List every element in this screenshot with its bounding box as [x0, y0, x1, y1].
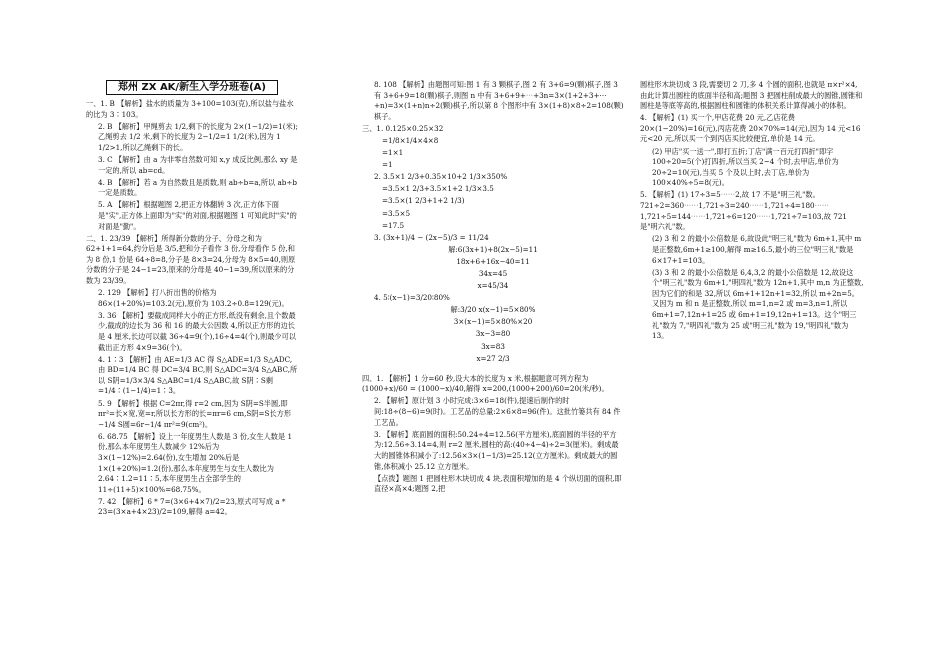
answer-2-3: 3. 36 【解析】要截成同样大小的正方形,纸没有剩余,且个数最少,截成的边长为 36 和 16 的最大公因数 4,所以正方形的边长是 4 厘米,长边可以截 36÷4=9(个),16÷4=4(个),则最少可以截出正方形 4×9=36(个)。 — [98, 310, 296, 352]
equation-4-line-6: x=27 2/3 — [476, 353, 510, 363]
answer-2-1: 二、1. 23/39 【解析】所得新分数的分子、分母之和为 62+1+1=64,约分后是 3/5,把和分子看作 3 份,分母看作 5 份,和为 8 份,1 份是 64÷8=8,分子是 8×3=24,分母为 8×5=40,则原分数的分子是 24−1=23,原来的分母是 40−1=39,所以原来的分数为 23/39。 — [86, 233, 296, 285]
equation-4-line-5: 3x=83 — [481, 341, 505, 351]
answer-4-4-part-1: 4. 【解析】(1) 买一个,甲店花费 20 元,乙店花费 20×(1−20%)=16(元),丙店花费 20×70%=14(元),因为 14 元<16 元<20 元,所以买一个到丙店买比较便宜,单价是 14 元。 — [640, 113, 863, 144]
answer-1-3: 3. C 【解析】由 a 为非零自然数可知 x,y 成反比例,那么 xy 是一定的,所以 ab=cd。 — [98, 154, 298, 175]
calc-1-line-4: =1 — [382, 160, 393, 170]
answer-4-3-tip: 【点拨】题图 1 把圆柱形木块切成 4 块,表面积增加的是 4 个纵切面的面积,即直径×高×4;题图 2,把 — [374, 473, 622, 494]
answer-4-2: 2. 【解析】原计划 3 小时完成:3×6=18(件),提速后制作的时间:18÷(8−6)=9(时)。工艺品的总量:2×6×8=96(件)。这批竹篓共有 84 件工艺品。 — [374, 396, 621, 427]
answer-4-3-tip-cont: 圆柱形木块切成 3 段,需要切 2 刀,多 4 个圆的面积,也就是 π×r²×4,由此计算出圆柱的底面半径和高;题图 3 把圆柱削成最大的圆锥,圆锥和圆柱是等底等高的,根据圆柱和圆锥的体积关系计算得减小的体积。 — [640, 80, 863, 111]
calc-1-line-2: =1/8×1/4×4×8 — [382, 135, 439, 145]
answer-4-5-part-2: (2) 3 和 2 的最小公倍数是 6,故设此"明三礼"数为 6m+1,其中 m 是正整数,6m+1≥100,解得 m≥16.5,最小的三位"明三礼"数是 6×17+1=103。 — [652, 234, 864, 265]
calc-2-line-5: =17.5 — [382, 220, 405, 230]
answer-2-8: 8. 108 【解析】由题图可知:图 1 有 3 颗棋子,图 2 有 3+6=9(颗)棋子,图 3 有 3+6+9=18(颗)棋子,则图 n 中有 3+6+9+⋯+3n=3×(1+2+3+⋯+n)=3×(1+n)n÷2(颗)棋子,所以第 8 个图形中有 3×(1+8)×8÷2=108(颗)棋子。 — [374, 80, 624, 121]
answer-4-5-part-3: (3) 3 和 2 的最小公倍数是 6,4,3,2 的最小公倍数是 12,故设这个"明三礼"数为 6m+1,"明四礼"数为 12n+1,其中 m,n 为正整数,因为它们的和是 32,所以 6m+1+12n+1=32,所以 m+2n=5。又因为 m 和 n 是正整数,所以 m=1,n=2 或 m=3,n=1,所以 6m+1=7,12n+1=25 或 6m+1=19,12n+1=13。这个"明三礼"数为 7,"明四礼"数为 25 或"明三礼"数为 19,"明四礼"数为 13。 — [652, 267, 864, 341]
equation-3-line-1: 3. (3x+1)/4 − (2x−5)/3 = 11/24 — [374, 232, 489, 242]
answer-1-5: 5. A 【解析】根据题图 2,把正方体翻转 3 次,正方体下面是"实",正方体上面即为"实"的对面,根据题图 1 可知此时"实"的对面是"勤"。 — [98, 200, 297, 231]
answer-2-4: 4. 1∶3 【解析】由 AE=1/3 AC 得 S△ADE=1/3 S△ADC,由 BD=1/4 BC 得 DC=3/4 BC,则 S△ADC=3/4 S△ABC,所以 S阴=1/3×3/4 S△ABC=1/4 S△ABC,故 S阴∶S剩=1/4∶(1−1/4)=1∶3。 — [98, 354, 298, 396]
answer-column-1 — [86, 0, 298, 672]
answer-1-4: 4. B 【解析】若 a 为自然数且是质数,则 ab÷b=a,所以 ab÷b 一定是质数。 — [98, 177, 300, 198]
calc-1-line-1: 三、1. 0.125×0.25×32 — [362, 123, 444, 133]
answer-4-4-part-2: (2) 甲店"买一送一",即打五折;丁店"满一百元打四折"即字 100÷20=5(个)打四折,所以当买 2~4 个时,去甲店,单价为 20÷2=10(元),当买 5 个及以上时,去丁店,单价为 100×40%÷5=8(元)。 — [652, 146, 841, 188]
answer-2-5: 5. 9 【解析】根据 C=2πr,得 r=2 cm,因为 S阴=S半圆,即 πr²=长×宽,宽=r,所以长方形的长=πr=6 cm,S阴=S长方形−1/4 S圆=6r−1/4 πr²=9(cm²)。 — [98, 398, 292, 429]
equation-3-line-3: 18x+6+16x−40=11 — [456, 256, 530, 266]
equation-3-line-5: x=45/34 — [477, 281, 509, 291]
answer-column-2 — [362, 0, 624, 672]
equation-4-line-3: 3×(x−1)=5×80%×20 — [453, 317, 533, 327]
answer-1-1: 一、1. B 【解析】盐水的质量为 3+100=103(克),所以盐与盐水的比为 3∶103。 — [86, 99, 294, 119]
calc-2-line-3: =3.5×(1 2/3+1+2 1/3) — [382, 196, 465, 206]
calc-2-line-2: =3.5×1 2/3+3.5×1+2 1/3×3.5 — [382, 184, 494, 194]
answer-4-1: 四、1. 【解析】1 分=60 秒,设大本的长度为 x 米,根据题意可列方程为 (1000+x)/60 = (1000−x)/40,解得 x=200,(1000+200)/60=20(米/秒)。 — [362, 373, 609, 394]
answer-column-3 — [640, 0, 864, 672]
calc-2-line-1: 2. 3.5×1 2/3+0.35×10+2 1/3×350% — [374, 172, 508, 182]
calc-1-line-3: =1×1 — [382, 148, 404, 158]
answer-1-2: 2. B 【解析】甲绳剪去 1/2,剩下的长度为 2×(1−1/2)=1(米);乙绳剪去 1/2 米,剩下的长度为 2−1/2=1 1/2(米),因为 1 1/2>1,所以乙绳剩下的长。 — [98, 121, 298, 152]
answer-2-2: 2. 129 【解析】打八折出售的价格为 86×(1+20%)=103.2(元),原价为 103.2÷0.8=129(元)。 — [98, 288, 289, 308]
page-title: 郑州 ZX AK/新生入学分班卷(A) — [106, 80, 278, 95]
answer-4-5-part-1: 5. 【解析】(1) 17÷3=5⋯⋯2,故 17 不是"明三礼"数。721÷2=360⋯⋯1,721÷3=240⋯⋯1,721÷4=180⋯⋯1,721÷5=144⋯⋯1,721÷6=120⋯⋯1,721÷7=103,故 721 是"明六礼"数。 — [640, 190, 850, 232]
equation-3-line-4: 34x=45 — [478, 269, 508, 278]
calc-2-line-4: =3.5×5 — [382, 208, 411, 218]
answer-2-6: 6. 68.75 【解析】设上一年度男生人数是 3 份,女生人数是 1 份,那么本年度男生人数减少 12%后为 3×(1−12%)=2.64(份),女生增加 20%后是 1×(1+20%)=1.2(份),那么本年度男生与女生人数比为 2.64∶1.2=11∶5,本年度男生占全部学生的 11÷(11+5)×100%=68.75%。 — [98, 431, 295, 494]
equation-4-line-2: 解:3/20 x(x−1)=5×80% — [450, 305, 536, 315]
equation-4-line-4: 3x−3=80 — [475, 329, 511, 339]
equation-3-line-2: 解:6(3x+1)+8(2x−5)=11 — [448, 244, 538, 254]
answer-2-7: 7. 42 【解析】6 * 7=(3×6+4×7)/2=23,原式可写成 a * 23=(3×a+4×23)/2=109,解得 a=42。 — [98, 496, 288, 517]
equation-4-line-1: 4. 5∶(x−1)=3/20∶80% — [374, 293, 450, 303]
answer-4-3: 3. 【解析】底面圆的面积:50.24÷4=12.56(平方厘米),底面圆的半径的平方为:12.56÷3.14=4,则 r=2 厘米,圆柱的高:(40÷4−4)÷2=3(厘米)。剩成最大的圆锥体积减小了:12.56×3×(1−1/3)=25.12(立方厘米)。剩成最大的圆锥,体积减小 25.12 立方厘米。 — [374, 429, 619, 471]
